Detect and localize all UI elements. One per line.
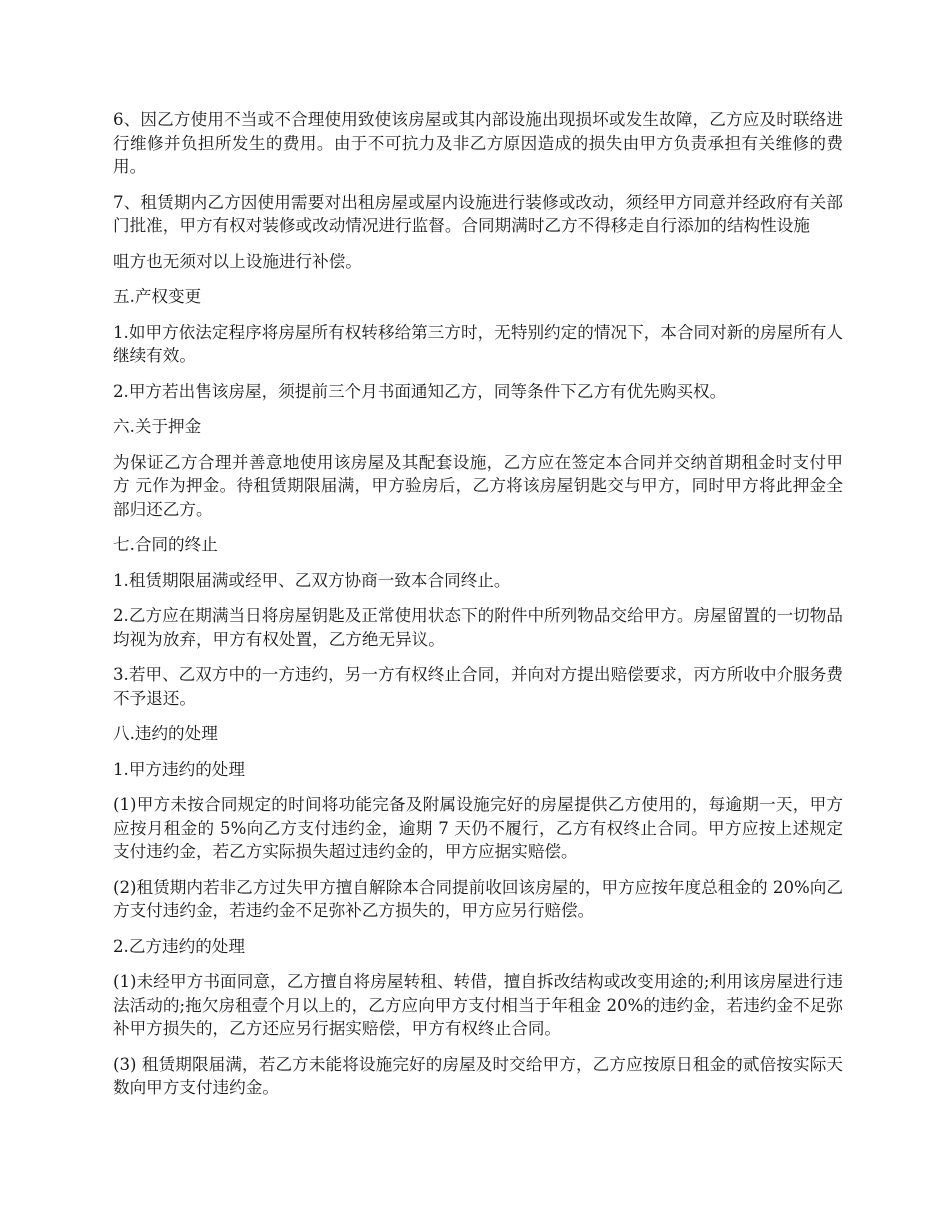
party-b-breach-item-3: (3) 租赁期限届满，若乙方未能将设施完好的房屋及时交给甲方，乙方应按原日租金的贰倍按实际天数向甲方支付违约金。 <box>113 1054 843 1097</box>
party-b-breach-item-1: (1)未经甲方书面同意，乙方擅自将房屋转租、转借，擅自拆改结构或改变用途的;利用该房屋进行违法活动的;拖欠房租壹个月以上的，乙方应向甲方支付相当于年租金 20%的违约金，若违约金不足弥补甲方损失的，乙方还应另行据实赔偿，甲方有权终止合同。 <box>113 972 843 1038</box>
section-heading-deposit: 六.关于押金 <box>113 417 202 436</box>
subsection-heading-party-a-breach: 1.甲方违约的处理 <box>113 759 245 779</box>
section-heading-property-change: 五.产权变更 <box>113 287 202 306</box>
clause-6-paragraph: 6、因乙方使用不当或不合理使用致使该房屋或其内部设施出现损坏或发生故障，乙方应及时联络进行维修并负担所发生的费用。由于不可抗力及非乙方原因造成的损失由甲方负责承担有关维修的费用。 <box>113 110 843 176</box>
property-change-item-1: 1.如甲方依法定程序将房屋所有权转移给第三方时，无特别约定的情况下，本合同对新的房屋所有人继续有效。 <box>113 322 843 365</box>
party-a-breach-item-1: (1)甲方未按合同规定的时间将功能完备及附属设施完好的房屋提供乙方使用的，每逾期一天，甲方应按月租金的 5%向乙方支付违约金，逾期 7 天仍不履行，乙方有权终止合同。甲方应按上述规定支付违约金，若乙方实际损失超过违约金的，甲方应据实赔偿。 <box>113 795 843 861</box>
termination-item-1: 1.租赁期限届满或经甲、乙双方协商一致本合同终止。 <box>113 570 511 590</box>
termination-item-3: 3.若甲、乙双方中的一方违约，另一方有权终止合同，并向对方提出赔偿要求，丙方所收中介服务费不予退还。 <box>113 665 843 708</box>
property-change-item-2: 2.甲方若出售该房屋，须提前三个月书面通知乙方，同等条件下乙方有优先购买权。 <box>113 381 727 401</box>
clause-7-paragraph: 7、租赁期内乙方因使用需要对出租房屋或屋内设施进行装修或改动，须经甲方同意并经政府有关部门批准，甲方有权对装修或改动情况进行监督。合同期满时乙方不得移走自行添加的结构性设施 <box>113 192 843 235</box>
deposit-paragraph: 为保证乙方合理并善意地使用该房屋及其配套设施，乙方应在签定本合同并交纳首期租金时支付甲方 元作为押金。待租赁期限届满，甲方验房后，乙方将该房屋钥匙交与甲方，同时甲方将此押金全部归还乙方。 <box>113 452 843 519</box>
document-page <box>113 108 843 1112</box>
subsection-heading-party-b-breach: 2.乙方违约的处理 <box>113 936 245 956</box>
section-heading-breach: 八.违约的处理 <box>113 724 218 743</box>
clause-7-continuation: 咀方也无须对以上设施进行补偿。 <box>113 251 362 271</box>
party-a-breach-item-2: (2)租赁期内若非乙方过失甲方擅自解除本合同提前收回该房屋的，甲方应按年度总租金的 20%向乙方支付违约金，若违约金不足弥补乙方损失的，甲方应另行赔偿。 <box>113 877 843 920</box>
termination-item-2: 2.乙方应在期满当日将房屋钥匙及正常使用状态下的附件中所列物品交给甲方。房屋留置的一切物品均视为放弃，甲方有权处置，乙方绝无异议。 <box>113 606 843 649</box>
section-heading-termination: 七.合同的终止 <box>113 535 218 554</box>
